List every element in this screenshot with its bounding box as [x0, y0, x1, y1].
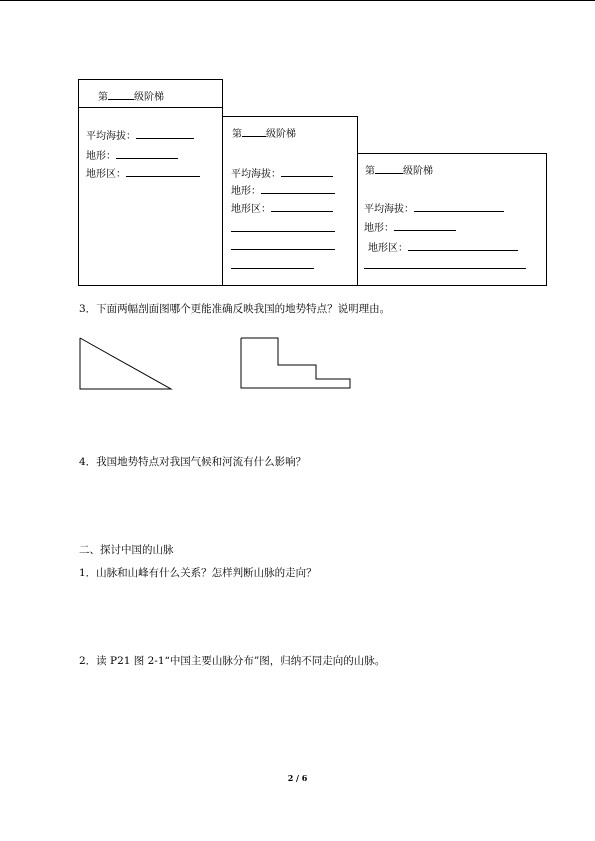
altitude-blank[interactable]	[414, 201, 504, 212]
region-blank[interactable]	[271, 201, 333, 212]
terrain-blank[interactable]	[261, 183, 335, 194]
answer-line[interactable]	[231, 268, 314, 269]
section-2-question-1: 1．山脉和山峰有什么关系？怎样判断山脉的走向？	[79, 567, 317, 579]
page-top-rule	[0, 0, 595, 1]
step-number-blank[interactable]	[242, 126, 266, 137]
profile-diagram-slope	[78, 336, 178, 396]
section-2-title: 二、探讨中国的山脉	[79, 544, 174, 556]
step-3-field-terrain: 地形：	[364, 220, 456, 235]
step-number-blank[interactable]	[375, 163, 403, 174]
step-1-field-terrain: 地形：	[86, 148, 178, 163]
step-2-heading: 第 级阶梯	[232, 126, 296, 141]
step-1-heading: 第 级阶梯	[98, 89, 164, 104]
step-number-blank[interactable]	[108, 89, 134, 100]
terrain-blank[interactable]	[116, 148, 178, 159]
altitude-blank[interactable]	[136, 128, 194, 139]
profile-diagram-staircase	[240, 336, 355, 396]
region-blank[interactable]	[408, 240, 518, 251]
question-4: 4．我国地势特点对我国气候和河流有什么影响？	[79, 456, 307, 468]
section-2-question-2: 2．读 P21 图 2-1“中国主要山脉分布”图，归纳不同走向的山脉。	[79, 655, 386, 667]
answer-line[interactable]	[364, 268, 526, 269]
step-2-field-terrain: 地形：	[231, 183, 335, 198]
region-blank[interactable]	[126, 166, 200, 177]
answer-line[interactable]	[231, 231, 335, 232]
step-1-field-region: 地形区：	[86, 166, 200, 181]
step-1-field-altitude: 平均海拔：	[86, 128, 194, 143]
step-2-field-altitude: 平均海拔：	[231, 166, 333, 181]
answer-line[interactable]	[231, 249, 335, 250]
page-number: 2 / 6	[287, 773, 308, 783]
step-2-field-region: 地形区：	[231, 201, 333, 216]
step-3-field-region: 地形区：	[368, 240, 518, 255]
step-3-heading: 第 级阶梯	[365, 163, 433, 178]
step-3-field-altitude: 平均海拔：	[364, 201, 504, 216]
question-3: 3．下面两幅剖面图哪个更能准确反映我国的地势特点？说明理由。	[79, 303, 391, 315]
altitude-blank[interactable]	[281, 166, 333, 177]
terrain-blank[interactable]	[394, 220, 456, 231]
step-box-1	[78, 79, 223, 286]
